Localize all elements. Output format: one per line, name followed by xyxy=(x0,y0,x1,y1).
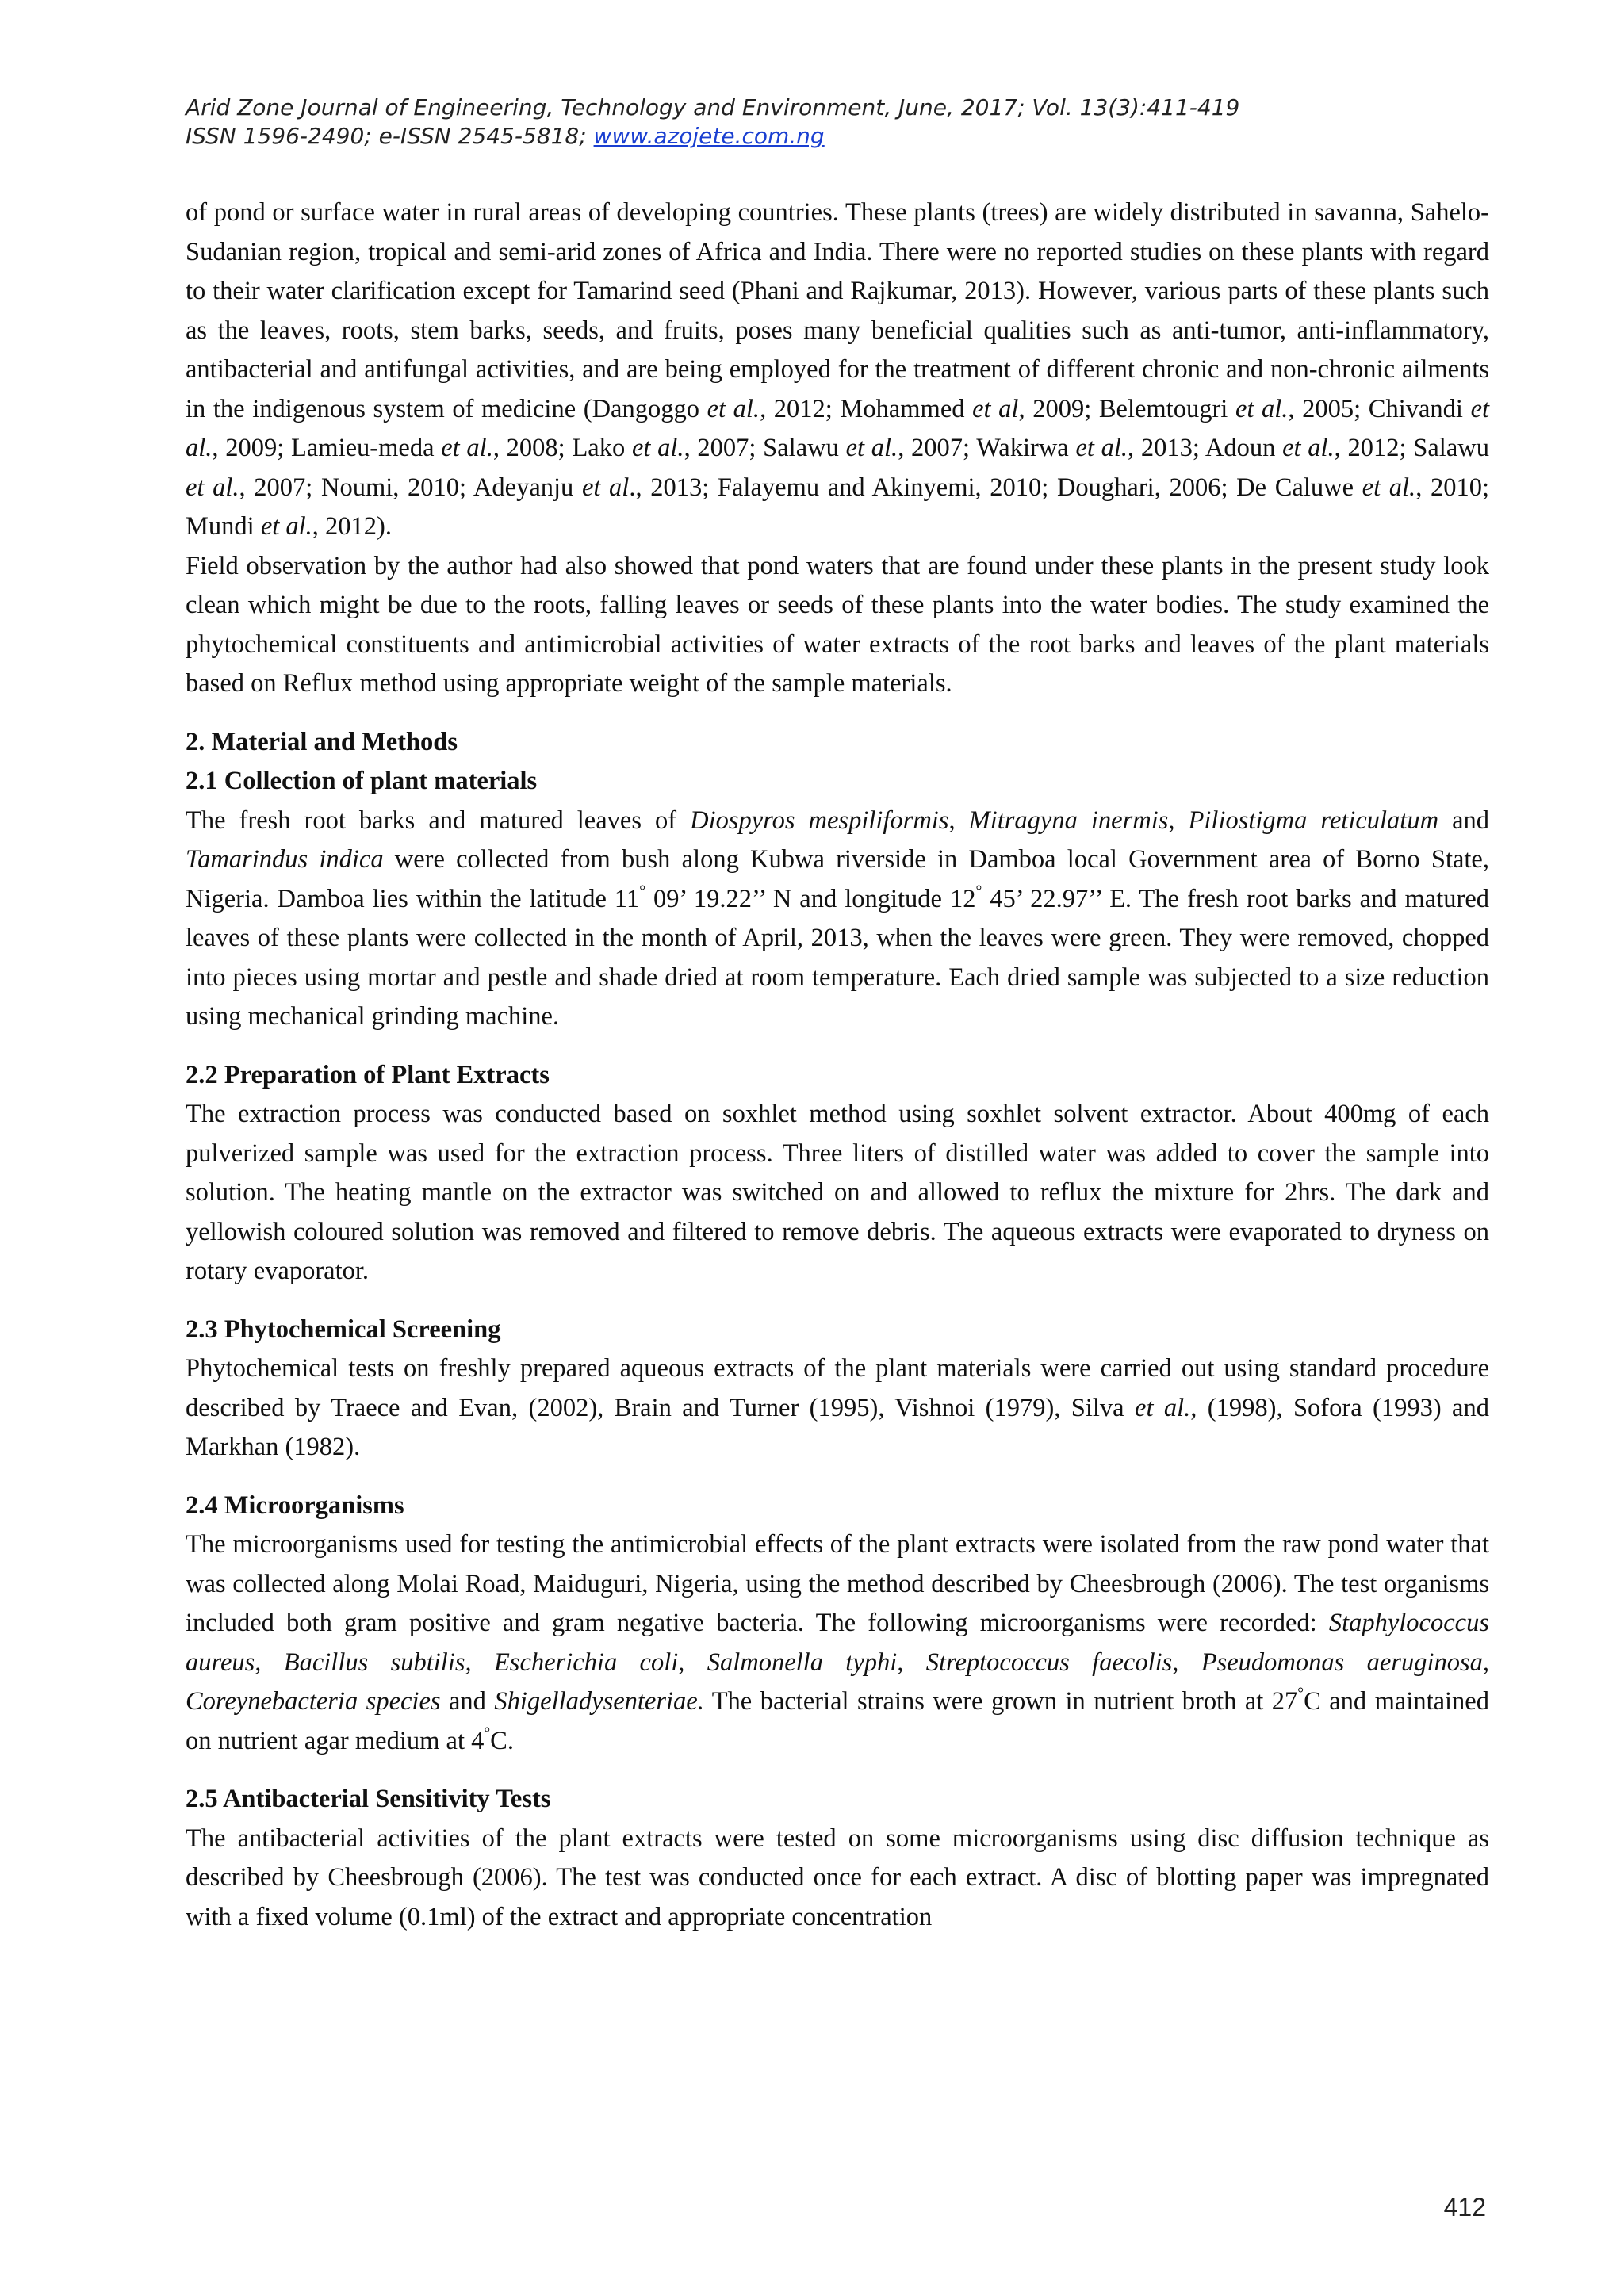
running-header xyxy=(186,94,1486,151)
paragraph-2-3: Phytochemical tests on freshly prepared aqueous extracts of the plant materials were carried out using standard procedure described by Traece and Evan, (2002), Brain and Turner (1995), Vishnoi (1979), Silva et al., (1998), Sofora (1993) and Markhan (1982). xyxy=(186,1354,1489,1461)
subsection-heading-2-2: 2.2 Preparation of Plant Extracts xyxy=(186,1060,550,1089)
paragraph-2-2: The extraction process was conducted based on soxhlet method using soxhlet solvent extractor. About 400mg of each pulverized sample was used for the extraction process. Three liters of distilled water was added to cover the sample into solution. The heating mantle on the extractor was switched on and allowed to reflux the mixture for 2hrs. The dark and yellowish coloured solution was removed and filtered to remove debris. The aqueous extracts were evaporated to dryness on rotary evaporator. xyxy=(186,1100,1489,1285)
issn-text: ISSN 1596-2490; e-ISSN 2545-5818; xyxy=(186,123,594,149)
intro-paragraph-1: of pond or surface water in rural areas of developing countries. These plants (trees) are widely distributed in savanna, Sahelo-Sudanian region, tropical and semi-arid zones of Africa and India. There were no reported studies on these plants with regard to their water clarification except for Tamarind seed (Phani and Rajkumar, 2013). However, various parts of these plants such as the leaves, roots, stem barks, seeds, and fruits, poses many beneficial qualities such as anti-tumor, anti-inflammatory, antibacterial and antifungal activities, and are being employed for the treatment of different chronic and non-chronic ailments in the indigenous system of medicine (Dangoggo et al., 2012; Mohammed et al, 2009; Belemtougri et al., 2005; Chivandi et al., 2009; Lamieu-meda et al., 2008; Lako et al., 2007; Salawu et al., 2007; Wakirwa et al., 2013; Adoun et al., 2012; Salawu et al., 2007; Noumi, 2010; Adeyanju et al., 2013; Falayemu and Akinyemi, 2010; Doughari, 2006; De Caluwe et al., 2010; Mundi et al., 2012). xyxy=(186,198,1490,541)
page-number: 412 xyxy=(1443,2193,1486,2221)
section-heading-2: 2. Material and Methods xyxy=(186,727,458,756)
journal-website-link[interactable]: www.azojete.com.ng xyxy=(593,123,825,149)
subsection-heading-2-3: 2.3 Phytochemical Screening xyxy=(186,1314,501,1344)
subsection-heading-2-5: 2.5 Antibacterial Sensitivity Tests xyxy=(186,1785,551,1813)
paragraph-2-4: The microorganisms used for testing the antimicrobial effects of the plant extracts were isolated from the raw pond water that was collected along Molai Road, Maiduguri, Nigeria, using the method described by Cheesbrough (2006). The test organisms included both gram positive and gram negative bacteria. The following microorganisms were recorded: Staphylococcus aureus, Bacillus subtilis, Escherichia coli, Salmonella typhi, Streptococcus faecolis, Pseudomonas aeruginosa, Coreynebacteria species and Shigelladysenteriae. The bacterial strains were grown in nutrient broth at 27°C and maintained on nutrient agar medium at 4°C. xyxy=(186,1530,1489,1755)
subsection-heading-2-4: 2.4 Microorganisms xyxy=(186,1490,404,1520)
intro-paragraph-2: Field observation by the author had also showed that pond waters that are found under these plants in the present study look clean which might be due to the roots, falling leaves or seeds of these plants into the water bodies. The study examined the phytochemical constituents and antimicrobial activities of water extracts of the root barks and leaves of the plant materials based on Reflux method using appropriate weight of the sample materials. xyxy=(186,551,1489,698)
paragraph-2-5: The antibacterial activities of the plant extracts were tested on some microorganisms using disc diffusion technique as described by Cheesbrough (2006). The test was conducted once for each extract. A disc of blotting paper was impregnated with a fixed volume (0.1ml) of the extract and appropriate concentration xyxy=(186,1823,1489,1931)
subsection-heading-2-1: 2.1 Collection of plant materials xyxy=(186,767,538,795)
body-text xyxy=(186,193,1489,1937)
issn-line xyxy=(186,122,1486,151)
paragraph-2-1: The fresh root barks and matured leaves of Diospyros mespiliformis, Mitragyna inermis, Piliostigma reticulatum and Tamarindus indica were collected from bush along Kubwa riverside in Damboa local Government area of Borno State, Nigeria. Damboa lies within the latitude 11° 09’ 19.22’’ N and longitude 12° 45’ 22.97’’ E. The fresh root barks and matured leaves of these plants were collected in the month of April, 2013, when the leaves were green. They were removed, chopped into pieces using mortar and pestle and shade dried at room temperature. Each dried sample was subjected to a size reduction using mechanical grinding machine. xyxy=(186,806,1490,1031)
journal-citation-line: Arid Zone Journal of Engineering, Technology and Environment, June, 2017; Vol. 13(3):411-419 xyxy=(186,94,1240,121)
